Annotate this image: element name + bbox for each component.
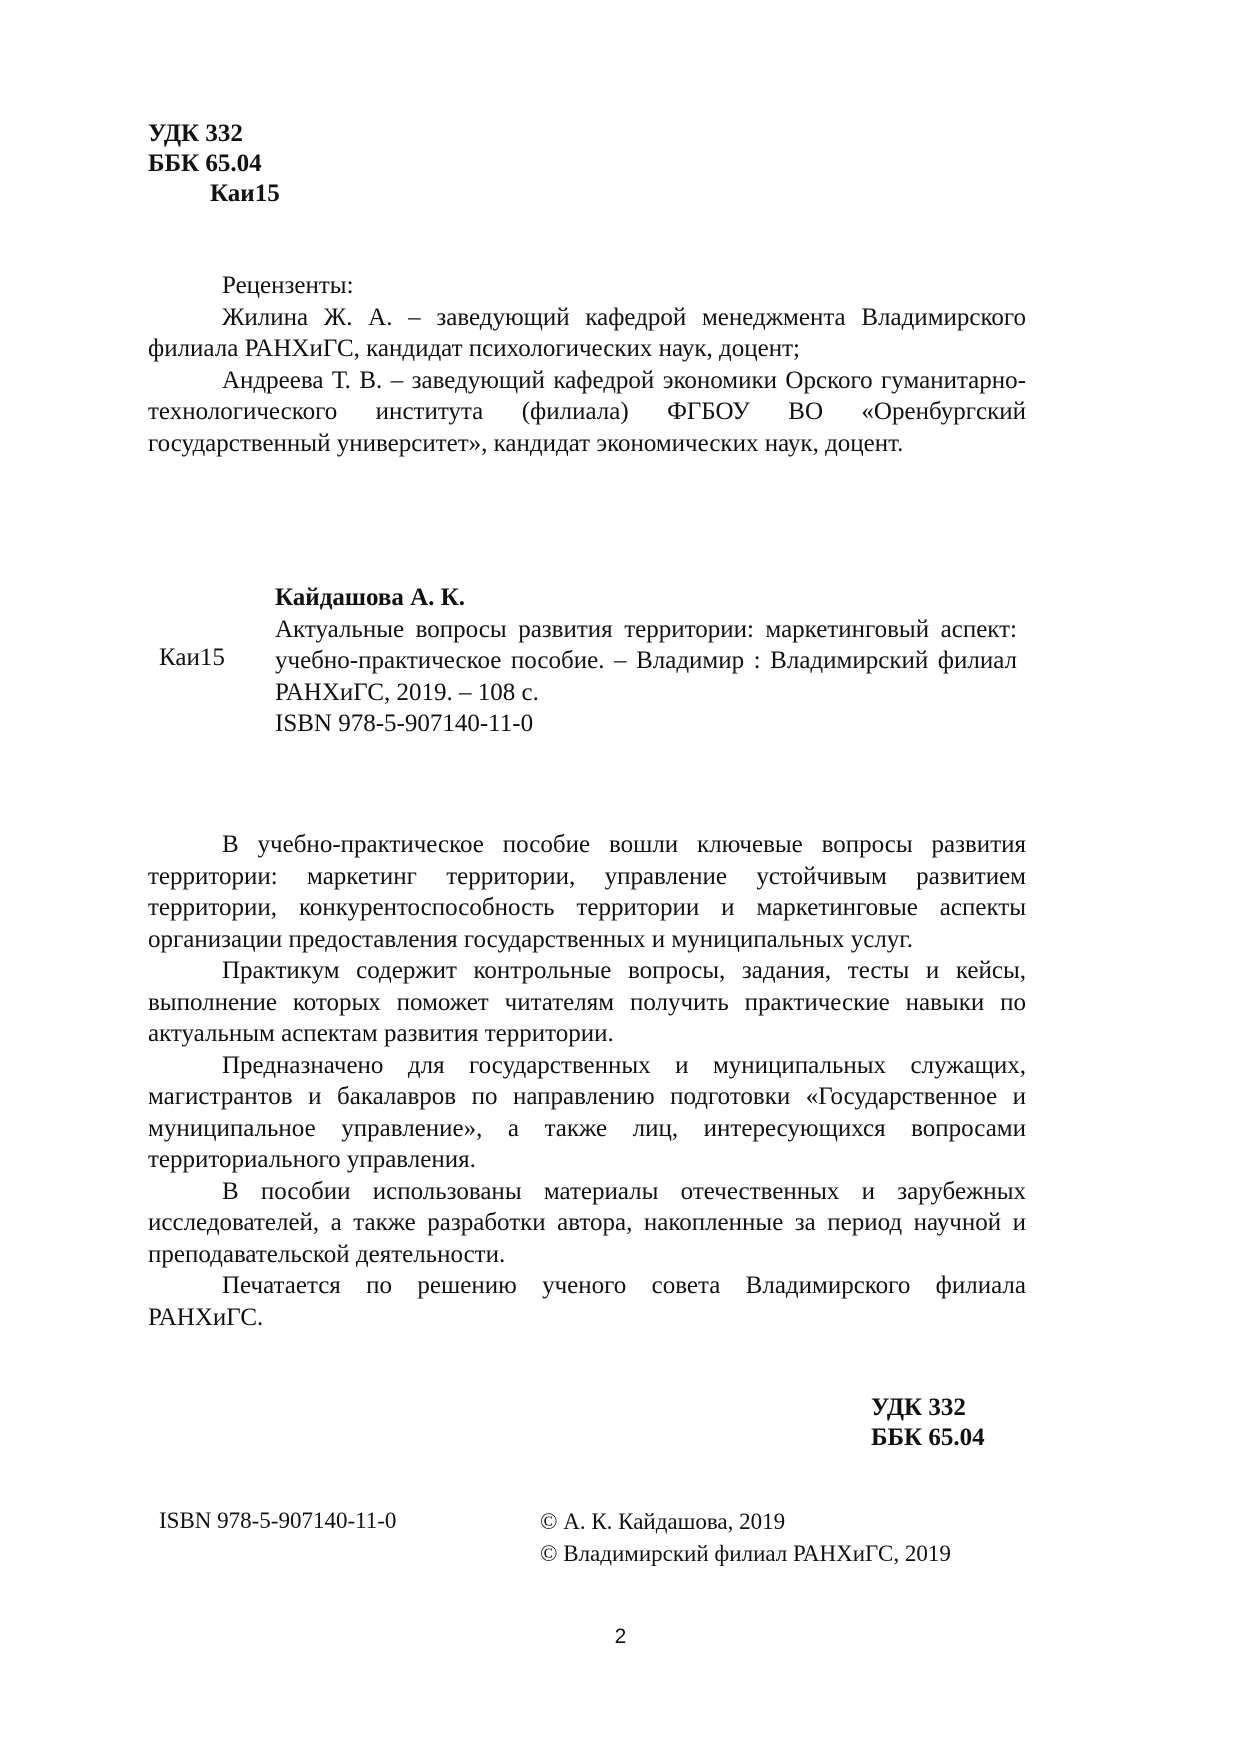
author-sign: Каи15 — [210, 180, 280, 207]
udk-code-bottom: УДК 332 — [871, 1394, 966, 1421]
copyright-block — [540, 1506, 951, 1570]
annotation-paragraph: Практикум содержит контрольные вопросы, задания, тесты и кейсы, выполнение которых поможет читателям получить практические навыки по актуальным аспектам развития территории. — [148, 957, 1026, 1047]
footer-isbn: ISBN 978-5-907140-11-0 — [159, 1508, 397, 1533]
reviewer-entry: Андреева Т. В. – заведующий кафедрой экономики Орского гуманитарно-технологического института (филиала) ФГБОУ ВО «Оренбургский государственный университет», кандидат экономических наук, доцент. — [148, 366, 1026, 457]
copyright-line: © Владимирский филиал РАНХиГС, 2019 — [540, 1541, 951, 1566]
reviewers-heading: Рецензенты: — [222, 272, 354, 299]
page-number: 2 — [614, 1625, 627, 1648]
bbk-code: ББК 65.04 — [148, 150, 262, 177]
biblio-description: Актуальные вопросы развития территории: маркетинговый аспект: учебно-практическое пособие. – Владимир : Владимирский филиал РАНХиГС, 2019. – 108 с. — [275, 615, 1017, 706]
udk-code: УДК 332 — [148, 120, 243, 147]
annotation-paragraph: Печатается по решению ученого совета Владимирского филиала РАНХиГС. — [148, 1272, 1026, 1331]
reviewer-entry: Жилина Ж. А. – заведующий кафедрой менеджмента Владимирского филиала РАНХиГС, кандидат психологических наук, доцент; — [148, 303, 1026, 362]
annotation-paragraph: Предназначено для государственных и муниципальных служащих, магистрантов и бакалавров по направлению подготовки «Государственное и муниципальное управление», а также лиц, интересующихся вопросами территориального управления. — [148, 1051, 1026, 1173]
annotation-paragraph: В учебно-практическое пособие вошли ключевые вопросы развития территории: маркетинг территории, управление устойчивым развитием территории, конкурентоспособность территории и маркетинговые аспекты организации предоставления государственных и муниципальных услуг. — [148, 831, 1026, 953]
annotation-block — [148, 829, 1026, 1333]
reviewers-block — [148, 270, 1026, 459]
bibliographic-record — [275, 582, 1017, 740]
annotation-paragraph: В пособии использованы материалы отечественных и зарубежных исследователей, а также разработки автора, накопленные за период научной и преподавательской деятельности. — [148, 1177, 1026, 1268]
biblio-isbn: ISBN 978-5-907140-11-0 — [275, 710, 534, 737]
biblio-author-sign: Каи15 — [159, 644, 225, 671]
bbk-code-bottom: ББК 65.04 — [871, 1424, 985, 1451]
copyright-line: © А. К. Кайдашова, 2019 — [540, 1509, 786, 1534]
biblio-author: Кайдашова А. К. — [275, 584, 466, 611]
